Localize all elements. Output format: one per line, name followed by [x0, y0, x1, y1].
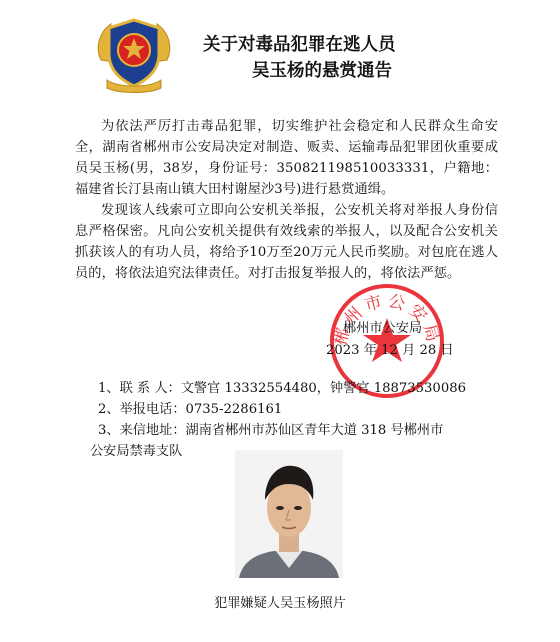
notice-title [200, 32, 520, 84]
contact-line-3: 3、来信地址：湖南省郴州市苏仙区青年大道 318 号郴州市 [98, 423, 444, 438]
suspect-photo [235, 450, 343, 578]
police-emblem-icon [93, 14, 175, 96]
body-paragraph-1: 为依法严厉打击毒品犯罪，切实维护社会稳定和人民群众生命安全，湖南省郴州市公安局决定对制造、贩卖、运输毒品犯罪团伙重要成员吴玉杨(男，38岁，身份证号：350821198510033331，户籍地：福建省长汀县南山镇大田村谢屋沙3号)进行悬赏通缉。 [75, 119, 498, 197]
contact-line-3-cont: 公安局禁毒支队 [90, 444, 183, 459]
svg-text:郴州市公安局: 郴州市公安局 [330, 291, 444, 348]
body-paragraph-2: 发现该人线索可立即向公安机关举报，公安机关将对举报人身份信息严格保密。凡向公安机关提供有效线索的举报人，以及配合公安机关抓获该人的有功人员，将给予10万至20万元人民币奖励。对包庇在逃人员的，将依法追究法律责任。对打击报复举报人的，将依法严惩。 [75, 203, 498, 281]
contact-line-2: 2、举报电话：0735-2286161 [98, 402, 283, 417]
title-line-2: 吴玉杨的悬赏通告 [252, 61, 392, 81]
notice-body [75, 116, 498, 284]
contact-line-1: 1、联 系 人：文警官 13332554480，钟警官 18873530086 [98, 381, 466, 396]
title-line-1: 关于对毒品犯罪在逃人员 [203, 35, 396, 55]
photo-caption: 犯罪嫌疑人吴玉杨照片 [214, 596, 346, 611]
issue-date: 2023 年 12 月 28 日 [326, 343, 454, 358]
issuer-name: 郴州市公安局 [343, 321, 423, 336]
